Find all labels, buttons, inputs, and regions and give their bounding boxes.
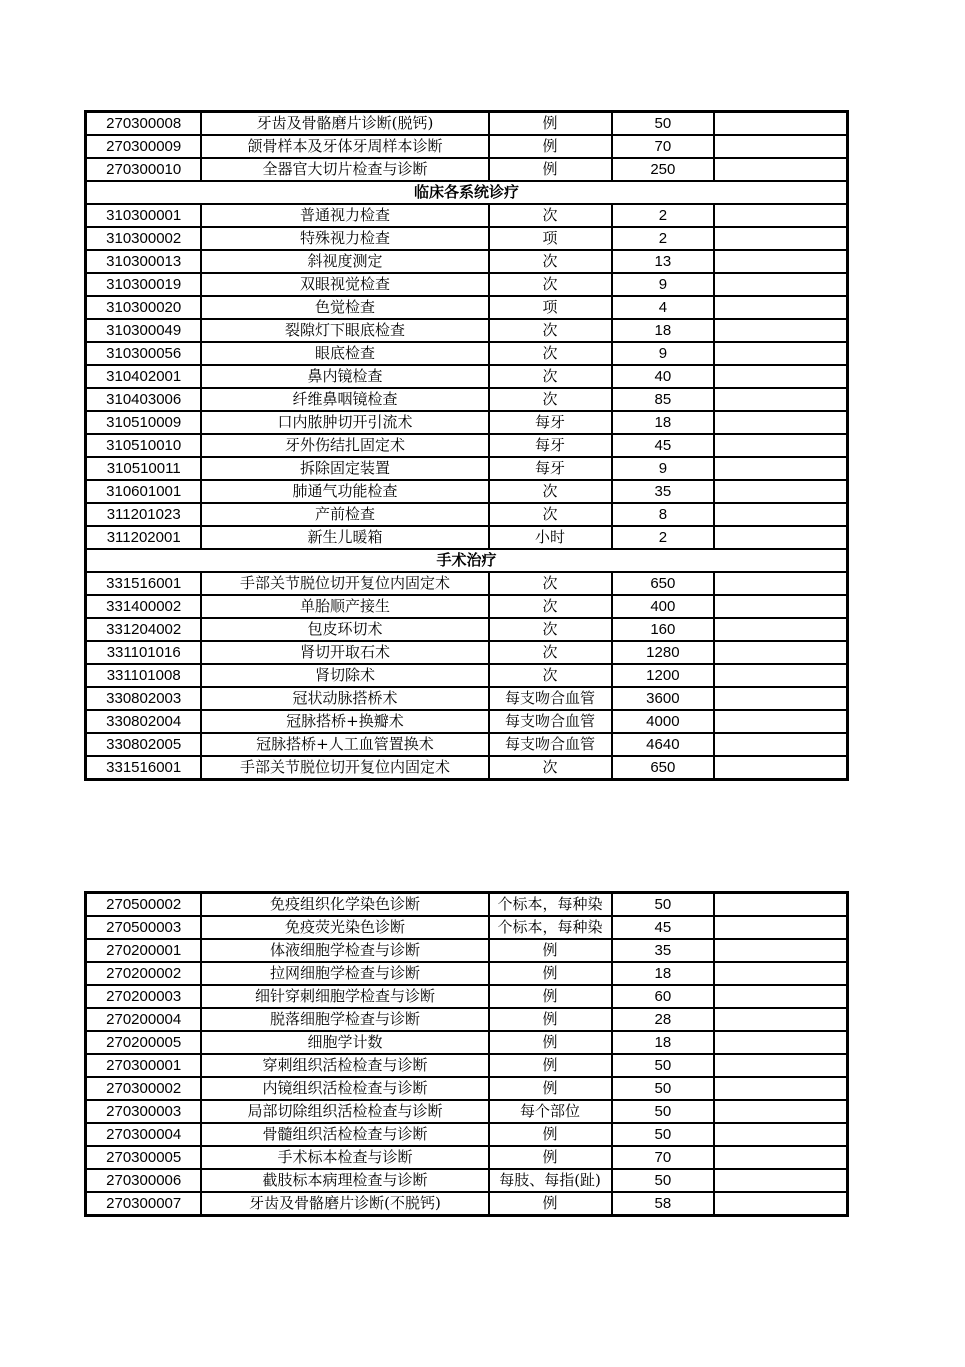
item-code-cell: 270300002 <box>86 1077 202 1100</box>
item-note-cell <box>714 388 847 411</box>
item-unit-cell: 次 <box>489 204 612 227</box>
table-row <box>86 112 848 136</box>
item-unit-cell: 次 <box>489 641 612 664</box>
item-name-cell: 全器官大切片检查与诊断 <box>201 158 488 181</box>
item-note-cell <box>714 687 847 710</box>
item-price-cell: 45 <box>612 916 715 939</box>
table-row <box>86 319 848 342</box>
item-price-cell: 9 <box>612 457 715 480</box>
item-name-cell: 冠脉搭桥+换瓣术 <box>201 710 488 733</box>
section-title: 临床各系统诊疗 <box>86 181 848 204</box>
item-price-cell: 3600 <box>612 687 715 710</box>
item-code-cell: 270300003 <box>86 1100 202 1123</box>
fee-table-top <box>84 110 849 781</box>
item-price-cell: 4 <box>612 296 715 319</box>
item-unit-cell: 每牙 <box>489 457 612 480</box>
item-name-cell: 色觉检查 <box>201 296 488 319</box>
item-name-cell: 细胞学计数 <box>201 1031 488 1054</box>
table-row <box>86 1008 848 1031</box>
item-price-cell: 650 <box>612 756 715 780</box>
item-unit-cell: 例 <box>489 985 612 1008</box>
item-name-cell: 细针穿刺细胞学检查与诊断 <box>201 985 488 1008</box>
item-unit-cell: 例 <box>489 1146 612 1169</box>
table-row <box>86 939 848 962</box>
item-unit-cell: 例 <box>489 1054 612 1077</box>
item-code-cell: 270300005 <box>86 1146 202 1169</box>
item-price-cell: 58 <box>612 1192 715 1216</box>
item-code-cell: 310601001 <box>86 480 202 503</box>
item-note-cell <box>714 1054 847 1077</box>
item-note-cell <box>714 342 847 365</box>
item-code-cell: 270200004 <box>86 1008 202 1031</box>
item-unit-cell: 次 <box>489 342 612 365</box>
table-row <box>86 1192 848 1216</box>
table-row <box>86 1169 848 1192</box>
table-row <box>86 733 848 756</box>
item-price-cell: 50 <box>612 1100 715 1123</box>
item-note-cell <box>714 227 847 250</box>
table-row <box>86 227 848 250</box>
table-row <box>86 572 848 595</box>
item-code-cell: 310510011 <box>86 457 202 480</box>
table-row <box>86 135 848 158</box>
item-unit-cell: 次 <box>489 250 612 273</box>
table-row <box>86 687 848 710</box>
item-price-cell: 40 <box>612 365 715 388</box>
item-code-cell: 310510009 <box>86 411 202 434</box>
item-name-cell: 骨髓组织活检检查与诊断 <box>201 1123 488 1146</box>
item-code-cell: 310510010 <box>86 434 202 457</box>
item-unit-cell: 例 <box>489 1192 612 1216</box>
item-price-cell: 50 <box>612 893 715 917</box>
item-price-cell: 650 <box>612 572 715 595</box>
table-row <box>86 342 848 365</box>
item-unit-cell: 次 <box>489 618 612 641</box>
table-row <box>86 273 848 296</box>
item-price-cell: 85 <box>612 388 715 411</box>
table-row <box>86 1077 848 1100</box>
fee-table-top-body <box>86 112 848 780</box>
item-note-cell <box>714 1123 847 1146</box>
table-row <box>86 480 848 503</box>
item-name-cell: 免疫荧光染色诊断 <box>201 916 488 939</box>
fee-table-bottom <box>84 891 849 1217</box>
item-unit-cell: 例 <box>489 939 612 962</box>
item-unit-cell: 例 <box>489 1077 612 1100</box>
item-note-cell <box>714 618 847 641</box>
item-note-cell <box>714 733 847 756</box>
table-row <box>86 365 848 388</box>
item-note-cell <box>714 893 847 917</box>
item-code-cell: 270300004 <box>86 1123 202 1146</box>
item-name-cell: 手部关节脱位切开复位内固定术 <box>201 756 488 780</box>
item-price-cell: 2 <box>612 227 715 250</box>
item-name-cell: 双眼视觉检查 <box>201 273 488 296</box>
table-row <box>86 388 848 411</box>
item-price-cell: 400 <box>612 595 715 618</box>
item-unit-cell: 每支吻合血管 <box>489 733 612 756</box>
item-note-cell <box>714 756 847 780</box>
item-name-cell: 牙外伤结扎固定术 <box>201 434 488 457</box>
item-unit-cell: 例 <box>489 1008 612 1031</box>
item-code-cell: 331516001 <box>86 756 202 780</box>
item-code-cell: 270500003 <box>86 916 202 939</box>
item-name-cell: 肾切开取石术 <box>201 641 488 664</box>
item-name-cell: 冠状动脉搭桥术 <box>201 687 488 710</box>
item-name-cell: 免疫组织化学染色诊断 <box>201 893 488 917</box>
item-code-cell: 270300009 <box>86 135 202 158</box>
item-name-cell: 产前检查 <box>201 503 488 526</box>
item-name-cell: 特殊视力检查 <box>201 227 488 250</box>
item-note-cell <box>714 296 847 319</box>
item-note-cell <box>714 1169 847 1192</box>
item-note-cell <box>714 411 847 434</box>
item-code-cell: 270300007 <box>86 1192 202 1216</box>
item-price-cell: 18 <box>612 319 715 342</box>
item-code-cell: 331101016 <box>86 641 202 664</box>
item-note-cell <box>714 434 847 457</box>
item-price-cell: 35 <box>612 939 715 962</box>
item-unit-cell: 次 <box>489 319 612 342</box>
item-code-cell: 270200002 <box>86 962 202 985</box>
item-code-cell: 270300010 <box>86 158 202 181</box>
item-unit-cell: 例 <box>489 158 612 181</box>
item-note-cell <box>714 1146 847 1169</box>
item-price-cell: 28 <box>612 1008 715 1031</box>
item-name-cell: 颌骨样本及牙体牙周样本诊断 <box>201 135 488 158</box>
table-row <box>86 595 848 618</box>
table-row <box>86 503 848 526</box>
item-note-cell <box>714 710 847 733</box>
item-note-cell <box>714 572 847 595</box>
table-row <box>86 158 848 181</box>
item-name-cell: 脱落细胞学检查与诊断 <box>201 1008 488 1031</box>
item-name-cell: 牙齿及骨骼磨片诊断(不脱钙) <box>201 1192 488 1216</box>
table-row <box>86 411 848 434</box>
item-code-cell: 310300049 <box>86 319 202 342</box>
item-code-cell: 310300020 <box>86 296 202 319</box>
item-price-cell: 13 <box>612 250 715 273</box>
item-code-cell: 270200005 <box>86 1031 202 1054</box>
item-unit-cell: 例 <box>489 135 612 158</box>
item-name-cell: 手部关节脱位切开复位内固定术 <box>201 572 488 595</box>
section-header-row <box>86 549 848 572</box>
table-row <box>86 204 848 227</box>
fee-table-bottom-viewport <box>84 895 851 1248</box>
table-row <box>86 526 848 549</box>
table-row <box>86 756 848 780</box>
item-note-cell <box>714 916 847 939</box>
item-note-cell <box>714 319 847 342</box>
item-name-cell: 手术标本检查与诊断 <box>201 1146 488 1169</box>
item-code-cell: 330802004 <box>86 710 202 733</box>
item-price-cell: 60 <box>612 985 715 1008</box>
item-unit-cell: 次 <box>489 480 612 503</box>
item-code-cell: 331516001 <box>86 572 202 595</box>
item-note-cell <box>714 1192 847 1216</box>
table-row <box>86 457 848 480</box>
table-row <box>86 1100 848 1123</box>
item-name-cell: 牙齿及骨骼磨片诊断(脱钙) <box>201 112 488 136</box>
item-price-cell: 2 <box>612 526 715 549</box>
item-code-cell: 331101008 <box>86 664 202 687</box>
item-price-cell: 50 <box>612 1054 715 1077</box>
item-code-cell: 270300006 <box>86 1169 202 1192</box>
item-name-cell: 眼底检查 <box>201 342 488 365</box>
item-name-cell: 穿刺组织活检检查与诊断 <box>201 1054 488 1077</box>
item-unit-cell: 次 <box>489 503 612 526</box>
item-code-cell: 311201023 <box>86 503 202 526</box>
item-unit-cell: 小时 <box>489 526 612 549</box>
item-price-cell: 2 <box>612 204 715 227</box>
item-price-cell: 160 <box>612 618 715 641</box>
item-note-cell <box>714 939 847 962</box>
item-price-cell: 35 <box>612 480 715 503</box>
item-name-cell: 单胎顺产接生 <box>201 595 488 618</box>
item-unit-cell: 次 <box>489 273 612 296</box>
item-name-cell: 内镜组织活检检查与诊断 <box>201 1077 488 1100</box>
item-price-cell: 50 <box>612 1123 715 1146</box>
table-row <box>86 916 848 939</box>
item-code-cell: 310300019 <box>86 273 202 296</box>
item-price-cell: 1200 <box>612 664 715 687</box>
item-price-cell: 4640 <box>612 733 715 756</box>
item-unit-cell: 次 <box>489 388 612 411</box>
table-row <box>86 641 848 664</box>
item-name-cell: 肾切除术 <box>201 664 488 687</box>
item-note-cell <box>714 365 847 388</box>
item-note-cell <box>714 204 847 227</box>
item-note-cell <box>714 273 847 296</box>
table-row <box>86 250 848 273</box>
item-note-cell <box>714 457 847 480</box>
item-note-cell <box>714 503 847 526</box>
item-price-cell: 70 <box>612 135 715 158</box>
item-price-cell: 8 <box>612 503 715 526</box>
item-name-cell: 斜视度测定 <box>201 250 488 273</box>
table-row <box>86 618 848 641</box>
item-unit-cell: 次 <box>489 365 612 388</box>
item-code-cell: 310300056 <box>86 342 202 365</box>
item-price-cell: 9 <box>612 273 715 296</box>
item-note-cell <box>714 480 847 503</box>
item-name-cell: 口内脓肿切开引流术 <box>201 411 488 434</box>
item-note-cell <box>714 595 847 618</box>
item-price-cell: 70 <box>612 1146 715 1169</box>
item-name-cell: 肺通气功能检查 <box>201 480 488 503</box>
item-name-cell: 鼻内镜检查 <box>201 365 488 388</box>
item-note-cell <box>714 135 847 158</box>
item-note-cell <box>714 664 847 687</box>
item-price-cell: 4000 <box>612 710 715 733</box>
item-note-cell <box>714 1008 847 1031</box>
item-unit-cell: 项 <box>489 227 612 250</box>
item-price-cell: 18 <box>612 411 715 434</box>
table-row <box>86 664 848 687</box>
item-unit-cell: 例 <box>489 962 612 985</box>
item-price-cell: 50 <box>612 112 715 136</box>
item-code-cell: 310402001 <box>86 365 202 388</box>
item-name-cell: 冠脉搭桥+人工血管置换术 <box>201 733 488 756</box>
table-row <box>86 985 848 1008</box>
item-unit-cell: 每支吻合血管 <box>489 710 612 733</box>
item-price-cell: 18 <box>612 1031 715 1054</box>
section-header-row <box>86 181 848 204</box>
item-code-cell: 310300013 <box>86 250 202 273</box>
item-code-cell: 270200001 <box>86 939 202 962</box>
item-name-cell: 拆除固定装置 <box>201 457 488 480</box>
item-price-cell: 50 <box>612 1077 715 1100</box>
item-unit-cell: 每支吻合血管 <box>489 687 612 710</box>
item-name-cell: 包皮环切术 <box>201 618 488 641</box>
item-note-cell <box>714 1031 847 1054</box>
item-price-cell: 250 <box>612 158 715 181</box>
item-price-cell: 1280 <box>612 641 715 664</box>
table-row <box>86 893 848 917</box>
section-title: 手术治疗 <box>86 549 848 572</box>
item-price-cell: 50 <box>612 1169 715 1192</box>
item-unit-cell: 次 <box>489 664 612 687</box>
item-note-cell <box>714 112 847 136</box>
item-note-cell <box>714 526 847 549</box>
item-price-cell: 9 <box>612 342 715 365</box>
item-code-cell: 310300001 <box>86 204 202 227</box>
item-code-cell: 331204002 <box>86 618 202 641</box>
table-row <box>86 710 848 733</box>
item-note-cell <box>714 985 847 1008</box>
item-note-cell <box>714 641 847 664</box>
item-unit-cell: 每个部位 <box>489 1100 612 1123</box>
item-note-cell <box>714 250 847 273</box>
item-code-cell: 310300002 <box>86 227 202 250</box>
item-name-cell: 新生儿暖箱 <box>201 526 488 549</box>
item-code-cell: 270500002 <box>86 893 202 917</box>
item-unit-cell: 项 <box>489 296 612 319</box>
item-code-cell: 330802005 <box>86 733 202 756</box>
item-name-cell: 普通视力检查 <box>201 204 488 227</box>
item-code-cell: 311202001 <box>86 526 202 549</box>
item-price-cell: 45 <box>612 434 715 457</box>
item-unit-cell: 个标本，每种染 <box>489 893 612 917</box>
item-note-cell <box>714 1100 847 1123</box>
item-name-cell: 体液细胞学检查与诊断 <box>201 939 488 962</box>
table-row <box>86 1031 848 1054</box>
item-name-cell: 纤维鼻咽镜检查 <box>201 388 488 411</box>
item-unit-cell: 例 <box>489 112 612 136</box>
item-unit-cell: 每牙 <box>489 411 612 434</box>
table-row <box>86 1146 848 1169</box>
item-code-cell: 331400002 <box>86 595 202 618</box>
item-unit-cell: 例 <box>489 1031 612 1054</box>
table-row <box>86 1123 848 1146</box>
item-price-cell: 18 <box>612 962 715 985</box>
item-note-cell <box>714 1077 847 1100</box>
item-unit-cell: 次 <box>489 756 612 780</box>
fee-table-bottom-body <box>86 893 848 1216</box>
item-unit-cell: 次 <box>489 572 612 595</box>
table-row <box>86 962 848 985</box>
table-row <box>86 1054 848 1077</box>
item-name-cell: 裂隙灯下眼底检查 <box>201 319 488 342</box>
table-row <box>86 434 848 457</box>
item-code-cell: 330802003 <box>86 687 202 710</box>
item-name-cell: 截肢标本病理检查与诊断 <box>201 1169 488 1192</box>
item-note-cell <box>714 158 847 181</box>
item-note-cell <box>714 962 847 985</box>
item-unit-cell: 例 <box>489 1123 612 1146</box>
item-name-cell: 拉网细胞学检查与诊断 <box>201 962 488 985</box>
item-unit-cell: 每牙 <box>489 434 612 457</box>
item-code-cell: 270200003 <box>86 985 202 1008</box>
item-unit-cell: 次 <box>489 595 612 618</box>
item-code-cell: 310403006 <box>86 388 202 411</box>
item-code-cell: 270300008 <box>86 112 202 136</box>
item-unit-cell: 每肢、每指(趾) <box>489 1169 612 1192</box>
item-name-cell: 局部切除组织活检检查与诊断 <box>201 1100 488 1123</box>
item-code-cell: 270300001 <box>86 1054 202 1077</box>
table-row <box>86 296 848 319</box>
item-unit-cell: 个标本，每种染 <box>489 916 612 939</box>
